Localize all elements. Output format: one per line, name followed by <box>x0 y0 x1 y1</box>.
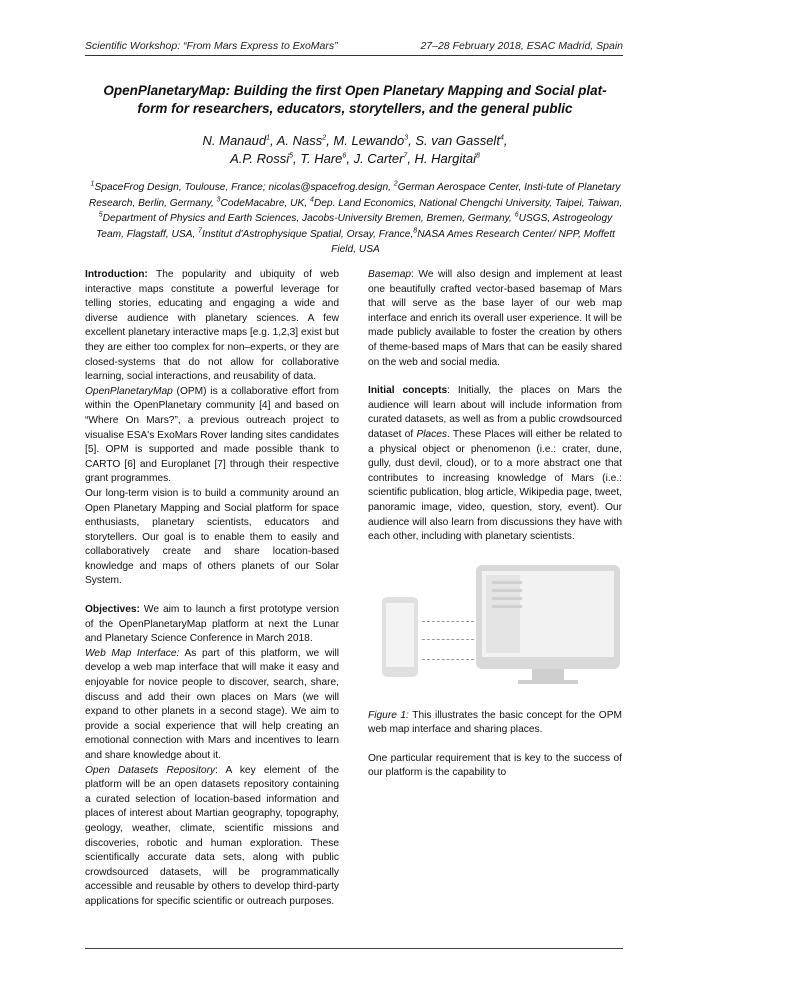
web-map-text: As part of this platform, we will develop a web map interface that will make it easy and enjoyable for novice people to discover, search, share, discuss and add their own places on Mars (we will expand to other planets in a second stage). We aim to provide a social experience that will help creating an emotional connection with Mars and incentives to learn and share knowledge about it. <box>85 647 340 761</box>
web-map-paragraph <box>85 647 339 764</box>
affil-text: Department of Physics and Earth Sciences, Jacobs-University Bremen, Bremen, Germany, <box>102 213 515 224</box>
affil-num: 7 <box>198 227 203 235</box>
basemap-term: Basemap <box>368 269 412 280</box>
phone-mockup <box>382 597 418 677</box>
monitor-mockup <box>476 565 620 669</box>
figure-1-illustration <box>368 561 622 709</box>
affil-num: 1 <box>90 180 95 188</box>
concepts-text-b: . These Places will either be related to a physical object or phenomenon (i.e.: crater, dune, gully, dust devil, cloud), or to a more abstract one that contributes to increasing knowledge of Mars (i.e.: scientific publication, blog article, Wikipedia page, tweet, panoramic image, video, question, story, event). Our audience will also learn from discussions they have with each other, including with planetary scientists. <box>368 428 622 543</box>
closing-paragraph: One particular requirement that is key to the success of our platform is the capability to <box>368 752 622 779</box>
author-sup: 4 <box>499 134 504 142</box>
author: N. Manaud <box>202 133 267 148</box>
concepts-text-a: : Initially, the places on Mars the audience will learn about will include information from curated datasets, as well as from a public crowdsourced dataset of <box>368 385 622 440</box>
sidebar-row <box>492 581 522 584</box>
author-list: N. Manaud$^1$, A. Nass$^2$, M. Lewando$^3$, S. van Gasselt$^4$, A.P. Rossi$^5$, T. Hare$^6$, J. Carter$^7$, H. Hargitai$^8$ <box>202 133 508 166</box>
author-sup: 6 <box>342 152 347 160</box>
author-sup: 2 <box>322 134 327 142</box>
author: S. van Gasselt <box>415 133 500 148</box>
right-column <box>368 268 622 781</box>
left-column <box>85 268 339 910</box>
connector-arrow <box>422 659 474 660</box>
author-sup: 7 <box>403 152 408 160</box>
affil-num: 6 <box>514 211 519 219</box>
author: J. Carter <box>353 151 404 166</box>
objectives-heading: Objectives: <box>85 604 140 616</box>
affil-num: 3 <box>216 196 221 204</box>
vision-paragraph: Our long-term vision is to build a community around an Open Planetary Mapping and Social platform for space enthusiasts, planetary scientists, educators and storytellers. Our goal is to enable them to easily and collaboratively create and share location-based knowledge and maps of others planets of our Solar System. <box>85 487 339 587</box>
affil-text: SpaceFrog Design, Toulouse, France; nicolas@spacefrog.design, <box>94 182 394 193</box>
affil-num: 4 <box>310 196 314 204</box>
connector-arrow <box>422 639 474 640</box>
objectives-paragraph <box>85 603 339 647</box>
monitor-base <box>518 680 578 684</box>
affil-text: Institut d'Astrophysique Spatial, Orsay, France, <box>202 228 414 240</box>
affil-text: Dep. Land Economics, National Chengchi University, Taipei, Taiwan, <box>313 197 623 209</box>
concepts-paragraph <box>368 384 622 545</box>
figure-caption <box>368 709 622 738</box>
header-left: Scientific Workshop: “From Mars Express to ExoMars” <box>85 40 338 52</box>
author-sup: 1 <box>266 134 271 142</box>
affil-text: CodeMacabre, UK, <box>220 197 310 209</box>
web-map-term: Web Map Interface: <box>85 647 180 659</box>
open-datasets-paragraph <box>85 764 339 910</box>
opm-text: (OPM) is a collaborative effort from within the OpenPlanetary community [4] and based on “Where On Mars?”, a previous outreach project to visualise ESA's ExoMars Rover landing sites candidates [5]. OPM is supported and made possible thank to CARTO [6] and Europlanet [7] through their respective grant programmes. <box>85 385 339 485</box>
intro-heading: Introduction: <box>85 269 148 280</box>
header-right: 27–28 February 2018, ESAC Madrid, Spain <box>420 40 623 52</box>
phone-screen <box>386 603 414 667</box>
sidebar-row <box>492 605 522 608</box>
affil-text: NASA Ames Research Center/ NPP, Moffett Field, USA <box>331 228 615 255</box>
affil-text: German Aerospace Center, Insti-tute of Planetary Research, Berlin, Germany, <box>88 182 621 209</box>
author: H. Hargitai <box>414 151 476 166</box>
opm-paragraph <box>85 385 339 487</box>
intro-text: The popularity and ubiquity of web interactive maps constitute a powerful leverage for telling stories, educating and engaging a wide and diverse audience with planetary sciences. A few excellent planetary interactive maps [e.g. 1,2,3] exist but they are either too complex for non–experts, or they are closed-systems that do not allow for collaborative learning, social interactions, and reusability of data. <box>85 269 339 383</box>
author: A.P. Rossi <box>230 151 290 166</box>
open-datasets-text: : A key element of the platform will be an open datasets repository containing a curated selection of location-based information and places of interest about Martian geography, topography, geology, weather, climate, scientific missions and discoveries, robotic and human exploration. These scientifically accurate data sets, along with public crowdsourced datasets, will be programmatically accessible and reusable by others to develop third-party applications for specific scientific or outreach purposes. <box>85 764 339 907</box>
author: T. Hare <box>300 151 343 166</box>
monitor-screen <box>482 571 614 657</box>
places-term: Places <box>416 428 448 440</box>
basemap-text: : We will also design and implement at least one beautifully crafted vector-based basemap of Mars that will serve as the base layer of our web map interface and enrich its overall user experience. It will be made publicly available to foster the creation by others of theme-based maps of Mars that can be easily shared on the web and social media. <box>368 269 622 368</box>
concepts-heading: Initial concepts <box>368 385 448 397</box>
running-header <box>85 40 623 56</box>
author-sup: 5 <box>289 152 294 160</box>
author: A. Nass <box>276 133 323 148</box>
affil-num: 8 <box>413 227 418 235</box>
affil-num: 2 <box>393 180 398 188</box>
connector-arrow <box>422 621 474 622</box>
footer-rule <box>85 948 623 949</box>
caption-text: This illustrates the basic concept for the OPM web map interface and sharing places. <box>368 709 622 736</box>
basemap-paragraph <box>368 268 622 370</box>
open-datasets-term: Open Datasets Repository <box>85 764 216 776</box>
objectives-text: We aim to launch a first prototype version of the OpenPlanetaryMap platform at next the Lunar and Planetary Science Conference in March 2018. <box>85 604 339 645</box>
paper-title <box>80 82 630 118</box>
author-sup: 8 <box>475 152 480 160</box>
author-sup: 3 <box>404 134 409 142</box>
affil-num: 5 <box>98 211 103 219</box>
sidebar-row <box>492 589 522 592</box>
title-line-2: form for researchers, educators, storytellers, and the general public <box>137 101 573 116</box>
author: M. Lewando <box>333 133 405 148</box>
monitor-sidebar <box>486 575 520 653</box>
caption-term: Figure 1: <box>368 709 409 721</box>
intro-paragraph <box>85 268 339 385</box>
affil-text: USGS, Astrogeology Team, Flagstaff, USA, <box>96 213 613 240</box>
opm-term: OpenPlanetaryMap <box>85 385 173 397</box>
sidebar-row <box>492 597 522 600</box>
title-line-1: OpenPlanetaryMap: Building the first Open Planetary Mapping and Social plat- <box>103 83 607 98</box>
affiliations <box>88 180 623 258</box>
